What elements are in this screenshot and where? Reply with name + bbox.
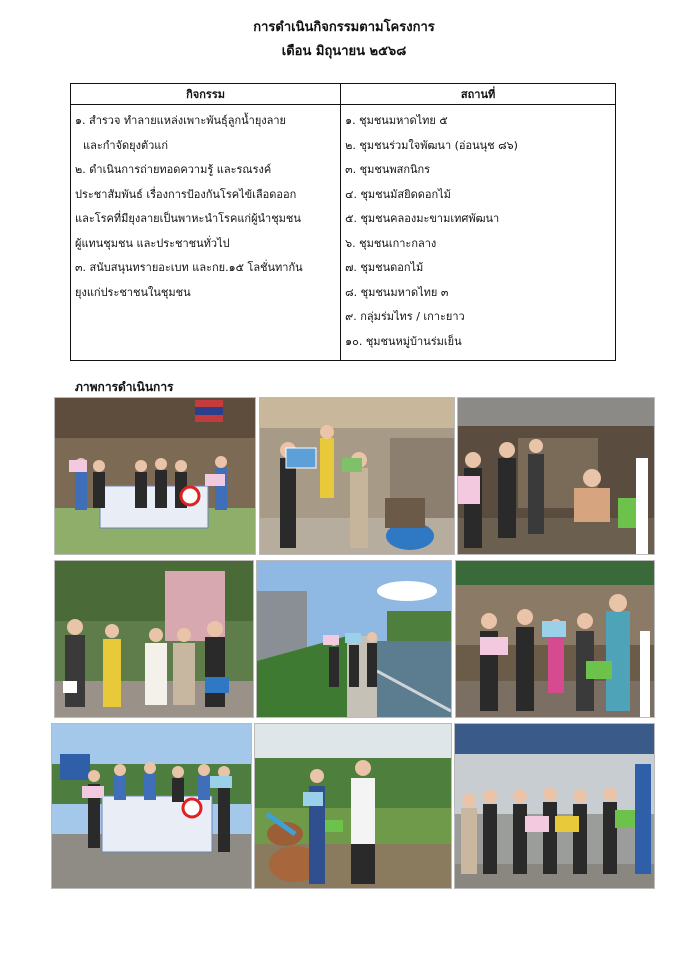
- activity-photo: [54, 560, 254, 718]
- location-item: ๓. ชุมชนพสกนิกร: [345, 163, 431, 176]
- activity-line: ๓. สนับสนุนทรายอะเบท และกย.๑๕ โลชั่นทากัน: [75, 261, 303, 274]
- activity-photo: [455, 560, 655, 718]
- activity-photo: [259, 397, 455, 555]
- document-subtitle: เดือน มิถุนายน ๒๕๖๘: [281, 44, 407, 59]
- header-activity: กิจกรรม: [71, 84, 341, 105]
- location-item: ๒. ชุมชนร่วมใจพัฒนา (อ่อนนุช ๘๖): [345, 138, 518, 152]
- activity-photo: [457, 397, 655, 555]
- activity-line: ประชาสัมพันธ์ เรื่องการป้องกันโรคไข้เลือดออก: [75, 187, 297, 201]
- activity-line: ยุงแก่ประชาชนในชุมชน: [75, 285, 191, 299]
- location-item: ๙. กลุ่มร่มไทร / เกาะยาว: [345, 310, 465, 323]
- activity-cell: [71, 105, 341, 361]
- activity-line: และโรคที่มียุงลายเป็นพาหะนำโรคแก่ผู้นำชุมชน: [75, 212, 301, 225]
- activity-photo: [54, 397, 256, 555]
- activity-photo: [254, 723, 452, 889]
- location-item: ๑. ชุมชนมหาดไทย ๕: [345, 114, 448, 127]
- activity-line: ๑. สำรวจ ทำลายแหล่งเพาะพันธุ์ลูกน้ำยุงลาย: [75, 114, 286, 127]
- location-item: ๘. ชุมชนมหาดไทย ๓: [345, 285, 449, 299]
- activity-line: และกำจัดยุงตัวแก่: [83, 138, 169, 152]
- header-location: สถานที่: [341, 84, 616, 105]
- activity-table: [70, 83, 616, 361]
- document-title: การดำเนินกิจกรรมตามโครงการ: [253, 20, 435, 35]
- location-cell: [341, 105, 616, 361]
- location-item: ๔. ชุมชนมัสยิดดอกไม้: [345, 187, 451, 201]
- activity-photo: [454, 723, 655, 889]
- activity-line: ผู้แทนชุมชน และประชาชนทั่วไป: [75, 236, 230, 250]
- photos-section-title: ภาพการดำเนินการ: [75, 380, 174, 394]
- location-item: ๕. ชุมชนคลองมะขามเทศพัฒนา: [345, 212, 500, 225]
- activity-line: ๒. ดำเนินการถ่ายทอดความรู้ และรณรงค์: [75, 163, 272, 176]
- location-item: ๖. ชุมชนเกาะกลาง: [345, 236, 437, 250]
- activity-photo: [256, 560, 452, 718]
- location-item: ๗. ชุมชนดอกไม้: [345, 261, 424, 274]
- activity-photo: [51, 723, 252, 889]
- location-item: ๑๐. ชุมชนหมู่บ้านร่มเย็น: [345, 334, 462, 348]
